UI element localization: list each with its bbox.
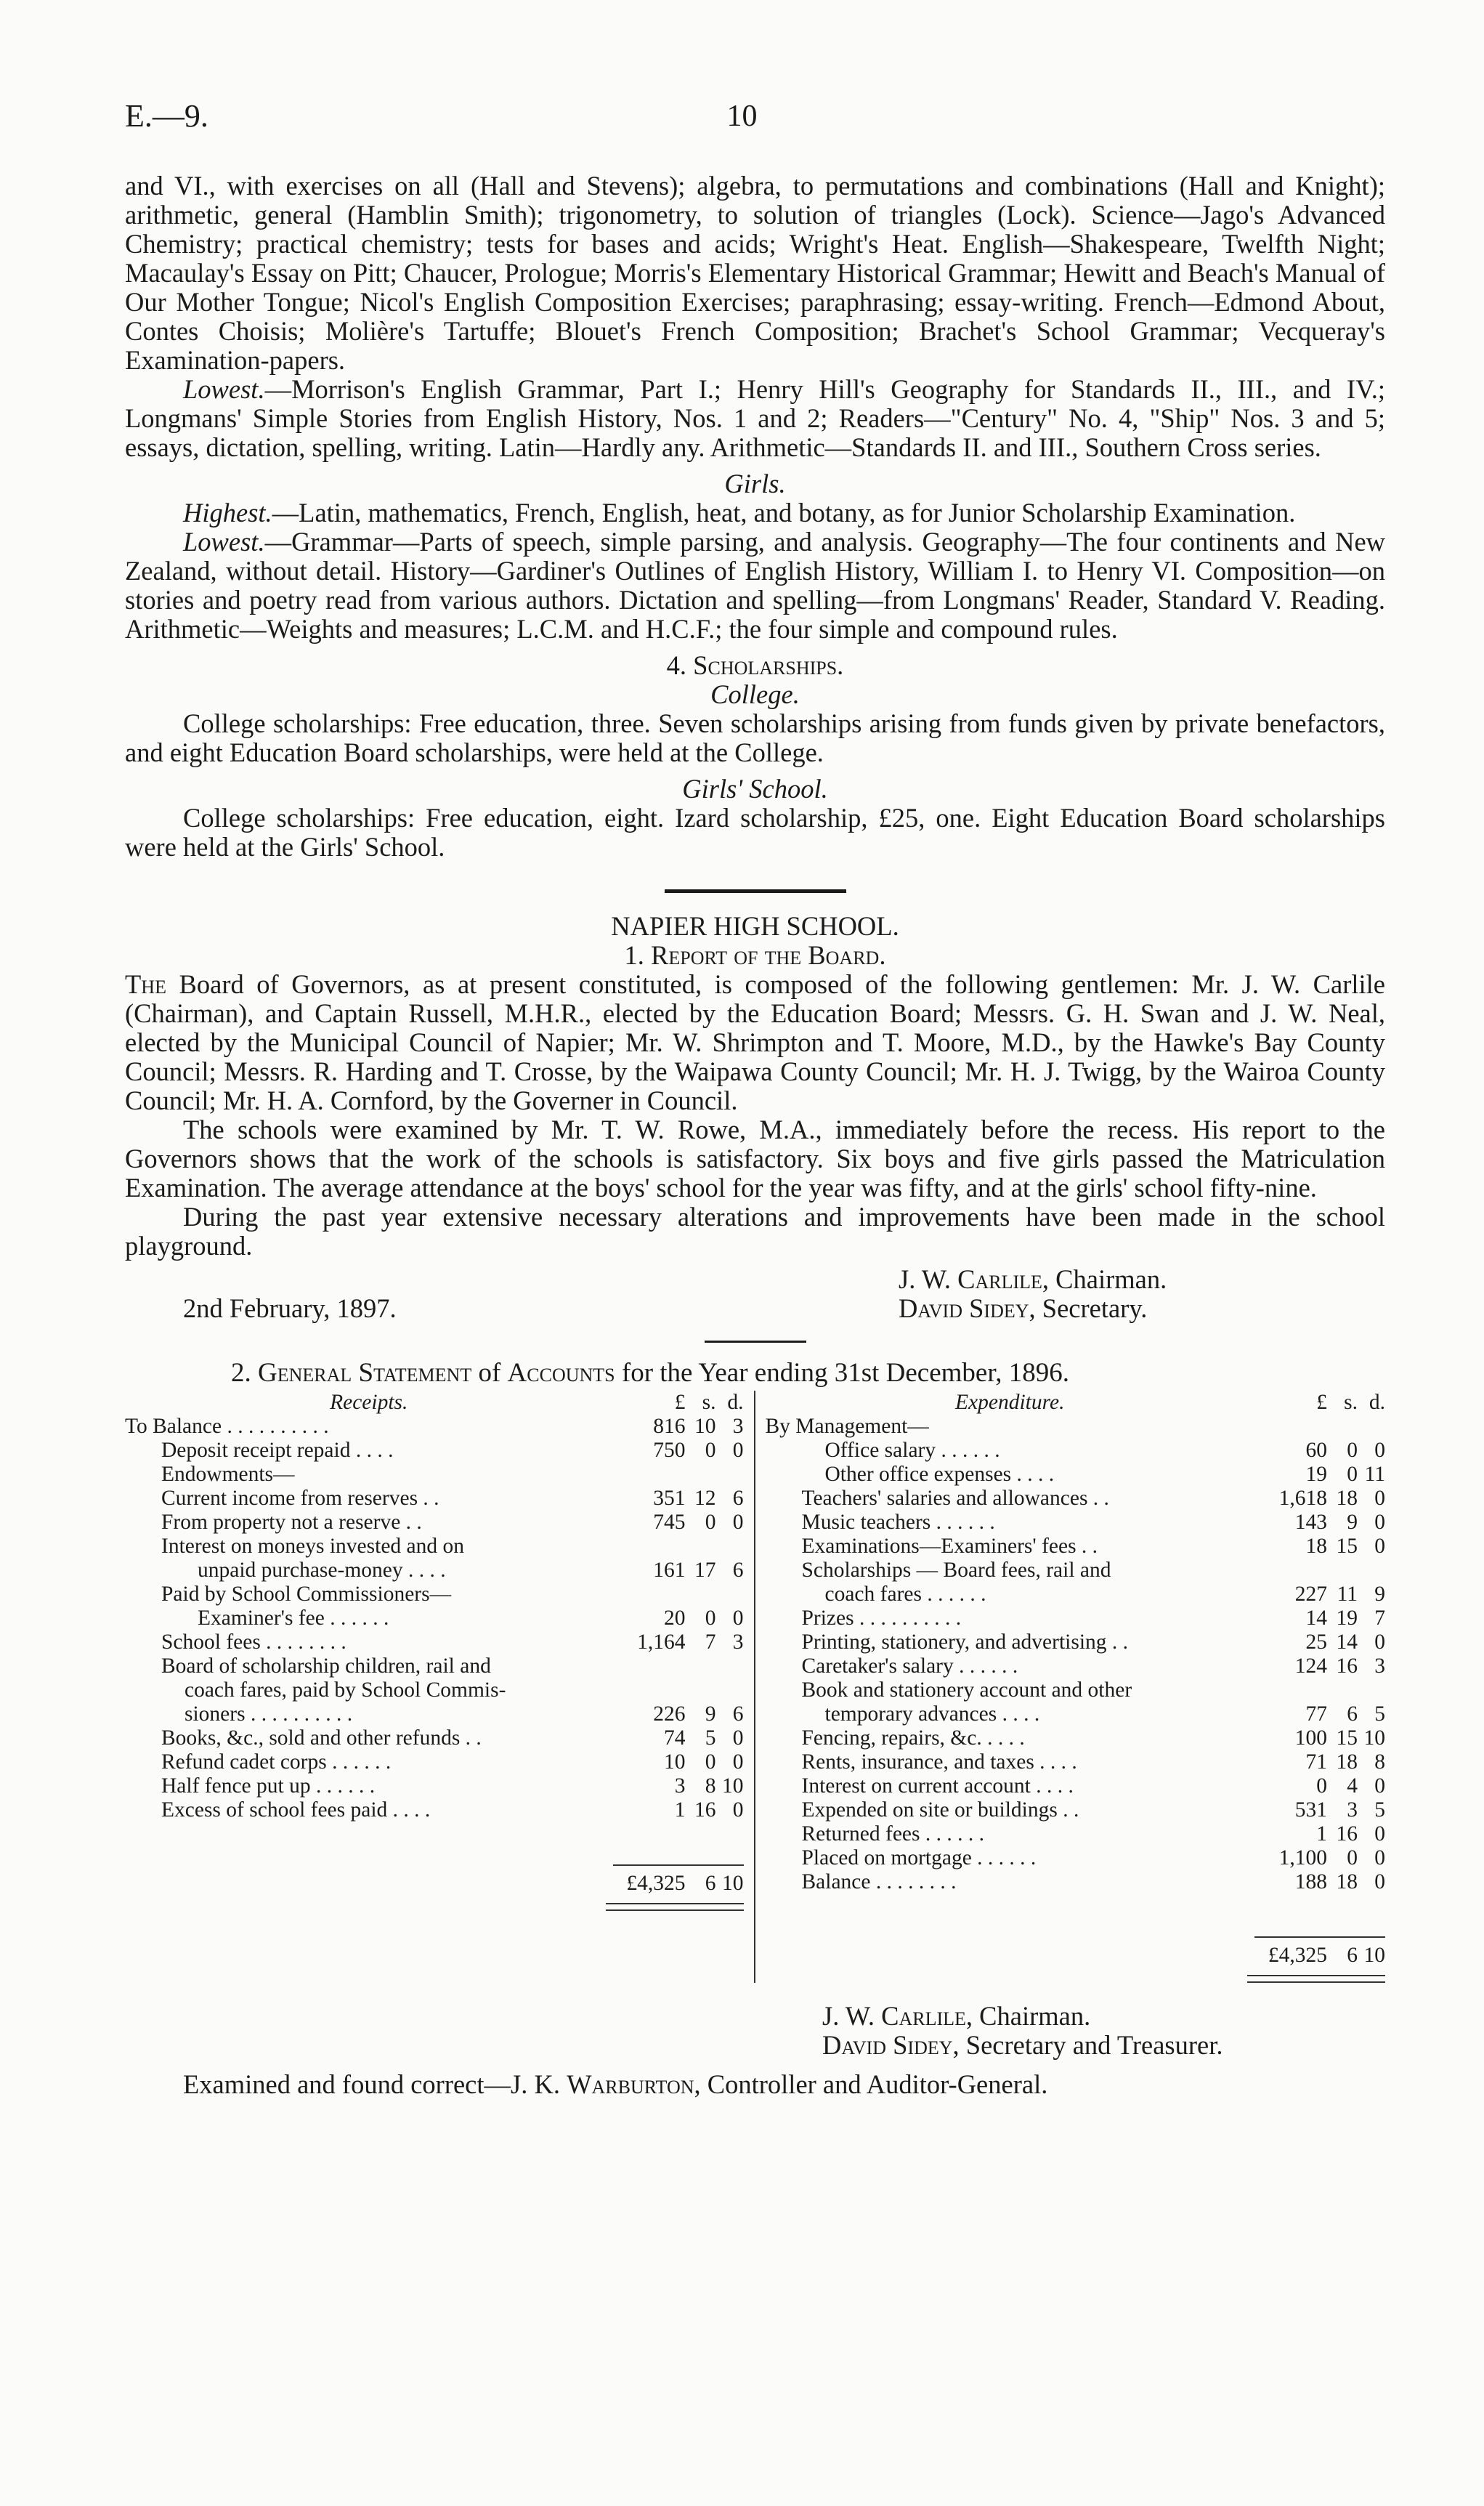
- page-number: 10: [726, 100, 758, 133]
- receipt-row: [125, 1559, 744, 1583]
- receipt-shillings: 9: [705, 1702, 716, 1726]
- expenditure-amount: [1254, 1583, 1385, 1606]
- expenditure-label: Teachers' salaries and allowances . .: [801, 1487, 1109, 1510]
- chairman-name: J. W. Carlile,: [899, 1264, 1050, 1294]
- receipt-pence: 0: [732, 1798, 744, 1822]
- girls-highest-text: —Latin, mathematics, French, English, heat, and botany, as for Junior Scholarship Examination.: [272, 498, 1296, 528]
- expenditure-row: [766, 1511, 1386, 1535]
- accounts-divider: [705, 1341, 806, 1343]
- expenditure-row: [766, 1750, 1386, 1774]
- auditor-text: Examined and found correct—J. K.: [183, 2069, 567, 2099]
- expenditure-label: temporary advances . . . .: [824, 1702, 1040, 1726]
- expenditure-total-rule: [1247, 1975, 1385, 1983]
- accounts-secretary-name: David Sidey,: [822, 2030, 960, 2060]
- receipt-row: [125, 1678, 744, 1702]
- receipt-row: [125, 1750, 744, 1774]
- expenditure-pounds: 77: [1305, 1702, 1327, 1726]
- expenditure-amount: [1254, 1726, 1385, 1750]
- expenditure-pounds: 143: [1294, 1511, 1327, 1534]
- receipt-label: Board of scholarship children, rail and: [161, 1654, 491, 1678]
- expenditure-label: Book and stationery account and other: [801, 1678, 1132, 1702]
- receipt-amount: [613, 1798, 744, 1822]
- girls-school-scholarships-paragraph: College scholarships: Free education, eight. Izard scholarship, £25, one. Eight Education Board scholarships were held at the Girls' School.: [125, 803, 1385, 862]
- expenditure-row: [766, 1726, 1386, 1750]
- expenditure-shillings: 11: [1337, 1583, 1358, 1606]
- page-body: [125, 171, 1385, 2099]
- expenditure-pounds: 25: [1305, 1630, 1327, 1654]
- receipt-pounds: 161: [653, 1559, 686, 1582]
- expenditure-row: [766, 1702, 1386, 1726]
- expenditure-shillings: 9: [1347, 1511, 1358, 1534]
- secretary-signature: [899, 1294, 1291, 1323]
- expenditure-pence: 10: [1363, 1726, 1385, 1750]
- examination-paragraph: The schools were examined by Mr. T. W. Rowe, M.A., immediately before the recess. His report to the Governors shows that the work of the schools is satisfactory. Six boys and five girls passed the Matriculation Examination. The average attendance at the boys' school for the year was fifty, and at the girls' school fifty-nine.: [125, 1115, 1385, 1203]
- receipt-pounds: 351: [653, 1487, 686, 1510]
- receipt-label: Refund cadet corps . . . . . .: [161, 1750, 392, 1774]
- pounds-header: £: [674, 1391, 686, 1414]
- expenditure-label: Caretaker's salary . . . . . .: [801, 1654, 1018, 1678]
- girls-lowest-label: Lowest.: [183, 527, 265, 557]
- pence-header: d.: [727, 1391, 744, 1414]
- receipt-shillings: 0: [705, 1750, 716, 1774]
- expenditure-amount: [1254, 1822, 1385, 1846]
- receipt-total-row: [125, 1864, 744, 1896]
- receipt-row: [125, 1630, 744, 1654]
- girls-lowest-text: —Grammar—Parts of speech, simple parsing, and analysis. Geography—The four continents and New Zealand, without detail. History—Gardiner's Outlines of English History, William I. to Henry VI. Composition—on stories and poetry read from various authors. Dictation and spelling—from Longmans' Reader, Standard V. Reading. Arithmetic—Weights and measures; L.C.M. and H.C.F.; the four simple and compound rules.: [125, 527, 1385, 644]
- receipt-label: School fees . . . . . . . .: [161, 1630, 346, 1654]
- expenditure-shillings: 18: [1336, 1487, 1358, 1510]
- boys-lowest-label: Lowest.: [183, 374, 265, 404]
- expenditure-shillings: 16: [1336, 1822, 1358, 1846]
- expenditure-pounds: 227: [1294, 1583, 1327, 1606]
- receipt-label: Excess of school fees paid . . . .: [161, 1798, 431, 1822]
- receipt-row: [125, 1606, 744, 1630]
- scholarships-heading: 4. Scholarships.: [666, 650, 844, 680]
- accounts-title: [125, 1359, 1385, 1388]
- expenditure-total-shillings: 6: [1347, 1944, 1358, 1967]
- page-header: [125, 90, 1359, 134]
- expenditure-shillings: 0: [1347, 1463, 1358, 1486]
- expenditure-pence: 0: [1374, 1846, 1385, 1870]
- receipt-pence: 0: [732, 1726, 744, 1750]
- expenditure-total-amount: [1254, 1936, 1385, 1968]
- report-signatories: [899, 1265, 1291, 1323]
- receipt-amount: [613, 1439, 744, 1463]
- expenditure-row: [766, 1678, 1386, 1702]
- expenditure-label: Examinations—Examiners' fees . .: [801, 1535, 1098, 1558]
- report-signature-block: [125, 1265, 1385, 1323]
- receipt-label: To Balance . . . . . . . . . .: [125, 1415, 329, 1438]
- expenditure-amount: [1254, 1511, 1385, 1535]
- expenditure-pence: 0: [1374, 1774, 1385, 1798]
- receipt-pence: 0: [732, 1606, 744, 1630]
- receipt-pounds: 750: [653, 1439, 686, 1462]
- receipt-label: Endowments—: [161, 1463, 295, 1486]
- receipt-shillings: 16: [694, 1798, 716, 1822]
- document-code: E.—9.: [125, 98, 208, 134]
- board-paragraph-lead: The: [125, 969, 166, 999]
- receipt-row: [125, 1439, 744, 1463]
- girls-school-heading: Girls' School.: [682, 774, 828, 804]
- expenditure-row: [766, 1774, 1386, 1798]
- expenditure-row: [766, 1439, 1386, 1463]
- expenditure-total-pence: 10: [1363, 1944, 1385, 1967]
- expenditure-pence: 5: [1374, 1798, 1385, 1822]
- expenditure-pounds: 60: [1305, 1439, 1327, 1462]
- expenditure-pounds: 18: [1305, 1535, 1327, 1558]
- expenditure-amount: [1254, 1702, 1385, 1726]
- expenditure-pence: 8: [1374, 1750, 1385, 1774]
- expenditure-total-pounds: £4,325: [1268, 1944, 1327, 1967]
- auditor-certification: [125, 2070, 1385, 2099]
- expenditure-pence: 5: [1374, 1702, 1385, 1726]
- expenditure-row: [766, 1535, 1386, 1559]
- receipt-shillings: 0: [705, 1511, 716, 1534]
- expenditure-label: Expended on site or buildings . .: [801, 1798, 1079, 1822]
- receipt-pence: 6: [732, 1559, 744, 1582]
- expenditure-amount: [1254, 1487, 1385, 1511]
- receipt-label: Deposit receipt repaid . . . .: [161, 1439, 394, 1462]
- receipt-amount: [613, 1702, 744, 1726]
- expenditure-label: By Management—: [765, 1415, 929, 1438]
- receipt-shillings: 7: [705, 1630, 716, 1654]
- receipt-shillings: 12: [694, 1487, 716, 1510]
- boys-lowest-paragraph: [125, 375, 1385, 462]
- receipt-pounds: 226: [653, 1702, 686, 1726]
- expenditure-pounds: 1,618: [1278, 1487, 1327, 1510]
- expenditure-pence: 11: [1364, 1463, 1385, 1486]
- napier-title: NAPIER HIGH SCHOOL.: [611, 911, 899, 941]
- accounts-title-period: for the Year ending 31st December, 1896.: [615, 1358, 1069, 1388]
- expenditure-row: [766, 1415, 1386, 1439]
- receipt-row: [125, 1415, 744, 1439]
- expenditure-pounds: 19: [1305, 1463, 1327, 1486]
- accounts-chairman-role: Chairman.: [973, 2001, 1091, 2031]
- pounds-header: £: [1316, 1391, 1327, 1414]
- receipt-row: [125, 1654, 744, 1678]
- accounts-title-of: of: [471, 1358, 508, 1388]
- receipt-shillings: 5: [705, 1726, 716, 1750]
- receipt-amount: [613, 1415, 744, 1439]
- expenditure-row: [766, 1630, 1386, 1654]
- receipt-row: [125, 1583, 744, 1606]
- accounts-secretary-role: Secretary and Treasurer.: [959, 2030, 1223, 2060]
- accounts-title-accounts: Accounts: [507, 1358, 615, 1388]
- expenditure-label: Scholarships — Board fees, rail and: [801, 1559, 1111, 1582]
- expenditure-pounds: 188: [1294, 1870, 1327, 1893]
- receipt-label: unpaid purchase-money . . . .: [198, 1559, 446, 1582]
- receipt-row: [125, 1535, 744, 1559]
- shillings-header: s.: [1344, 1391, 1358, 1414]
- expenditure-label: Prizes . . . . . . . . . .: [801, 1606, 962, 1630]
- college-scholarships-paragraph: College scholarships: Free education, three. Seven scholarships arising from funds given by private benefactors, and eight Education Board scholarships, were held at the College.: [125, 708, 1385, 767]
- receipt-total-shillings: 6: [705, 1872, 716, 1895]
- expenditure-heading: Expenditure.: [955, 1391, 1065, 1414]
- girls-heading: Girls.: [724, 469, 786, 498]
- expenditure-amount: [1254, 1630, 1385, 1654]
- expenditure-pence: 0: [1374, 1511, 1385, 1534]
- receipt-row: [125, 1798, 744, 1822]
- expenditure-pounds: 100: [1294, 1726, 1327, 1750]
- accounts-table: [125, 1391, 1385, 1983]
- expenditure-amount: [1254, 1606, 1385, 1630]
- expenditure-row: [766, 1487, 1386, 1511]
- expenditure-pence: 0: [1374, 1439, 1385, 1462]
- expenditure-shillings: 18: [1336, 1750, 1358, 1774]
- expenditure-label: Printing, stationery, and advertising . .: [801, 1630, 1129, 1654]
- expenditure-row: [766, 1798, 1386, 1822]
- expenditure-row: [766, 1654, 1386, 1678]
- expenditure-pence: 7: [1374, 1606, 1385, 1630]
- receipt-row: [125, 1774, 744, 1798]
- board-paragraph-text: Board of Governors, as at present constituted, is composed of the following gentlemen: Mr. J. W. Carlile (Chairman), and Captain Russell, M.H.R., elected by the Education Board; Messrs. G. H. Swan and J. W. Neal, elected by the Municipal Council of Napier; Mr. W. Shrimpton and T. Moore, M.D., by the Hawke's Bay County Council; Messrs. R. Harding and T. Crosse, by the Waipawa County Council; Mr. H. J. Twigg, by the Wairoa County Council; Mr. H. A. Cornford, by the Governer in Council.: [125, 969, 1385, 1115]
- accounts-signature-block: [125, 2002, 1385, 2060]
- receipt-label: Interest on moneys invested and on: [161, 1535, 465, 1558]
- expenditure-amount: [1254, 1750, 1385, 1774]
- receipt-pounds: 745: [653, 1511, 686, 1534]
- receipt-pence: 0: [732, 1439, 744, 1462]
- receipt-amount: [613, 1630, 744, 1654]
- chairman-role: Chairman.: [1049, 1264, 1167, 1294]
- accounts-secretary-signature: [822, 2031, 1385, 2060]
- expenditure-pounds: 71: [1305, 1750, 1327, 1774]
- expenditure-header-row: [766, 1391, 1386, 1415]
- expenditure-pounds: 124: [1294, 1654, 1327, 1678]
- receipts-heading: Receipts.: [330, 1391, 408, 1414]
- expenditure-pence: 0: [1374, 1630, 1385, 1654]
- expenditure-shillings: 0: [1347, 1846, 1358, 1870]
- expenditure-label: Returned fees . . . . . .: [801, 1822, 984, 1846]
- receipt-pence: 0: [732, 1511, 744, 1534]
- receipt-pounds: 1: [674, 1798, 686, 1822]
- receipt-pence: 3: [732, 1415, 744, 1438]
- expenditure-label: Office salary . . . . . .: [824, 1439, 1000, 1462]
- expenditure-shillings: 15: [1336, 1726, 1358, 1750]
- receipt-pounds: 74: [664, 1726, 686, 1750]
- receipt-pounds: 1,164: [637, 1630, 686, 1654]
- expenditure-row: [766, 1870, 1386, 1894]
- receipt-label: Current income from reserves . .: [161, 1487, 439, 1510]
- auditor-name: Warburton,: [567, 2069, 701, 2099]
- expenditure-amount: [1254, 1846, 1385, 1870]
- girls-lowest-paragraph: [125, 528, 1385, 644]
- expenditure-amount: [1254, 1798, 1385, 1822]
- receipt-amount: [613, 1774, 744, 1798]
- expenditure-row: [766, 1559, 1386, 1583]
- expenditure-row: [766, 1583, 1386, 1606]
- continuation-paragraph: and VI., with exercises on all (Hall and Stevens); algebra, to permutations and combinations (Hall and Knight); arithmetic, general (Hamblin Smith); trigonometry, to solution of triangles (Lock). Science—Jago's Advanced Chemistry; practical chemistry; tests for bases and acids; Wright's Heat. English—Shakespeare, Twelfth Night; Macaulay's Essay on Pitt; Chaucer, Prologue; Morris's Elementary Historical Grammar; Hewitt and Beach's Manual of Our Mother Tongue; Nicol's English Composition Exercises; paraphrasing; essay-writing. French—Edmond About, Contes Choisis; Molière's Tartuffe; Blouet's French Composition; Brachet's School Grammar; Vecqueray's Examination-papers.: [125, 171, 1385, 375]
- expenditure-shillings: 14: [1336, 1630, 1358, 1654]
- section-divider: [665, 889, 846, 893]
- receipt-shillings: 17: [694, 1559, 716, 1582]
- receipt-row: [125, 1487, 744, 1511]
- receipt-label: sioners . . . . . . . . . .: [185, 1702, 353, 1726]
- accounts-chairman-name: J. W. Carlile,: [822, 2001, 973, 2031]
- receipt-amount: [613, 1511, 744, 1535]
- expenditure-column: [755, 1391, 1386, 1983]
- auditor-title: Controller and Auditor-General.: [700, 2069, 1048, 2099]
- receipt-row: [125, 1463, 744, 1487]
- expenditure-amount: [1254, 1463, 1385, 1487]
- expenditure-pence: 0: [1374, 1535, 1385, 1558]
- accounts-title-general: General Statement: [258, 1358, 472, 1388]
- accounts-chairman-signature: [822, 2002, 1385, 2031]
- receipt-pounds: 20: [664, 1606, 686, 1630]
- expenditure-row: [766, 1606, 1386, 1630]
- shillings-header: s.: [702, 1391, 716, 1414]
- receipt-row: [125, 1702, 744, 1726]
- expenditure-amount: [1254, 1535, 1385, 1559]
- expenditure-pounds: 14: [1305, 1606, 1327, 1630]
- expenditure-pence: 0: [1374, 1487, 1385, 1510]
- receipt-label: coach fares, paid by School Commis-: [185, 1678, 506, 1702]
- secretary-name: David Sidey,: [899, 1293, 1036, 1323]
- expenditure-pence: 0: [1374, 1822, 1385, 1846]
- report-date: 2nd February, 1897.: [183, 1293, 397, 1323]
- expenditure-row: [766, 1846, 1386, 1870]
- expenditure-pounds: 531: [1294, 1798, 1327, 1822]
- boys-lowest-text: —Morrison's English Grammar, Part I.; Henry Hill's Geography for Standards II., III., and IV.; Longmans' Simple Stories from English History, Nos. 1 and 2; Readers—"Century" No. 4, "Ship" Nos. 3 and 5; essays, dictation, spelling, writing. Latin—Hardly any. Arithmetic—Standards II. and III., Southern Cross series.: [125, 374, 1385, 462]
- expenditure-pence: 9: [1374, 1583, 1385, 1606]
- receipt-label: Examiner's fee . . . . . .: [198, 1606, 389, 1630]
- expenditure-label: Placed on mortgage . . . . . .: [801, 1846, 1037, 1870]
- expenditure-amount: [1254, 1439, 1385, 1463]
- receipt-label: Half fence put up . . . . . .: [161, 1774, 376, 1798]
- currency-header: [1254, 1391, 1385, 1415]
- girls-highest-paragraph: [125, 498, 1385, 528]
- expenditure-label: Other office expenses . . . .: [824, 1463, 1055, 1486]
- receipt-label: Paid by School Commissioners—: [161, 1583, 452, 1606]
- receipt-amount: [613, 1487, 744, 1511]
- chairman-signature: [899, 1265, 1291, 1294]
- expenditure-pence: 0: [1374, 1870, 1385, 1893]
- expenditure-total-row: [766, 1936, 1386, 1968]
- receipt-pounds: 10: [664, 1750, 686, 1774]
- pence-header: d.: [1369, 1391, 1385, 1414]
- expenditure-pounds: 1: [1316, 1822, 1327, 1846]
- receipt-total-rule: [606, 1903, 744, 1911]
- expenditure-row: [766, 1463, 1386, 1487]
- expenditure-shillings: 0: [1347, 1439, 1358, 1462]
- alterations-paragraph: During the past year extensive necessary alterations and improvements have been made in the school playground.: [125, 1202, 1385, 1261]
- report-heading: 1. Report of the Board.: [624, 940, 886, 970]
- receipt-pence: 3: [732, 1630, 744, 1654]
- expenditure-row: [766, 1822, 1386, 1846]
- expenditure-shillings: 4: [1347, 1774, 1358, 1798]
- receipt-label: Books, &c., sold and other refunds . .: [161, 1726, 482, 1750]
- receipt-pounds: 816: [653, 1415, 686, 1438]
- college-heading: College.: [710, 679, 800, 709]
- board-paragraph: [125, 970, 1385, 1115]
- receipt-pence: 6: [732, 1487, 744, 1510]
- receipt-amount: [613, 1726, 744, 1750]
- expenditure-label: Music teachers . . . . . .: [801, 1511, 995, 1534]
- receipt-amount: [613, 1559, 744, 1583]
- expenditure-shillings: 18: [1336, 1870, 1358, 1893]
- expenditure-amount: [1254, 1654, 1385, 1678]
- receipts-header-row: [125, 1391, 744, 1415]
- receipt-row: [125, 1511, 744, 1535]
- expenditure-label: Interest on current account . . . .: [801, 1774, 1074, 1798]
- receipt-shillings: 0: [705, 1606, 716, 1630]
- expenditure-shillings: 16: [1336, 1654, 1358, 1678]
- receipt-pence: 10: [722, 1774, 744, 1798]
- receipts-column: [125, 1391, 755, 1983]
- expenditure-label: coach fares . . . . . .: [824, 1583, 986, 1606]
- receipt-shillings: 8: [705, 1774, 716, 1798]
- girls-highest-label: Highest.: [183, 498, 272, 528]
- expenditure-shillings: 3: [1347, 1798, 1358, 1822]
- receipt-row: [125, 1726, 744, 1750]
- receipt-amount: [613, 1750, 744, 1774]
- expenditure-pence: 3: [1374, 1654, 1385, 1678]
- expenditure-shillings: 19: [1336, 1606, 1358, 1630]
- receipt-total-pounds: £4,325: [626, 1872, 686, 1895]
- receipt-total-amount: [613, 1864, 744, 1896]
- receipt-pence: 6: [732, 1702, 744, 1726]
- receipt-label: From property not a reserve . .: [161, 1511, 422, 1534]
- secretary-role: Secretary.: [1035, 1293, 1148, 1323]
- expenditure-shillings: 6: [1347, 1702, 1358, 1726]
- expenditure-amount: [1254, 1774, 1385, 1798]
- receipt-shillings: 10: [694, 1415, 716, 1438]
- expenditure-pounds: 1,100: [1278, 1846, 1327, 1870]
- receipt-total-pence: 10: [722, 1872, 744, 1895]
- expenditure-label: Fencing, repairs, &c. . . . .: [801, 1726, 1025, 1750]
- currency-header: [613, 1391, 744, 1415]
- expenditure-label: Balance . . . . . . . .: [801, 1870, 957, 1893]
- receipt-amount: [613, 1606, 744, 1630]
- expenditure-pounds: 0: [1316, 1774, 1327, 1798]
- accounts-title-number: 2.: [231, 1358, 258, 1388]
- receipt-pounds: 3: [674, 1774, 686, 1798]
- expenditure-shillings: 15: [1336, 1535, 1358, 1558]
- expenditure-label: Rents, insurance, and taxes . . . .: [801, 1750, 1077, 1774]
- receipt-pence: 0: [732, 1750, 744, 1774]
- expenditure-amount: [1254, 1870, 1385, 1894]
- receipt-shillings: 0: [705, 1439, 716, 1462]
